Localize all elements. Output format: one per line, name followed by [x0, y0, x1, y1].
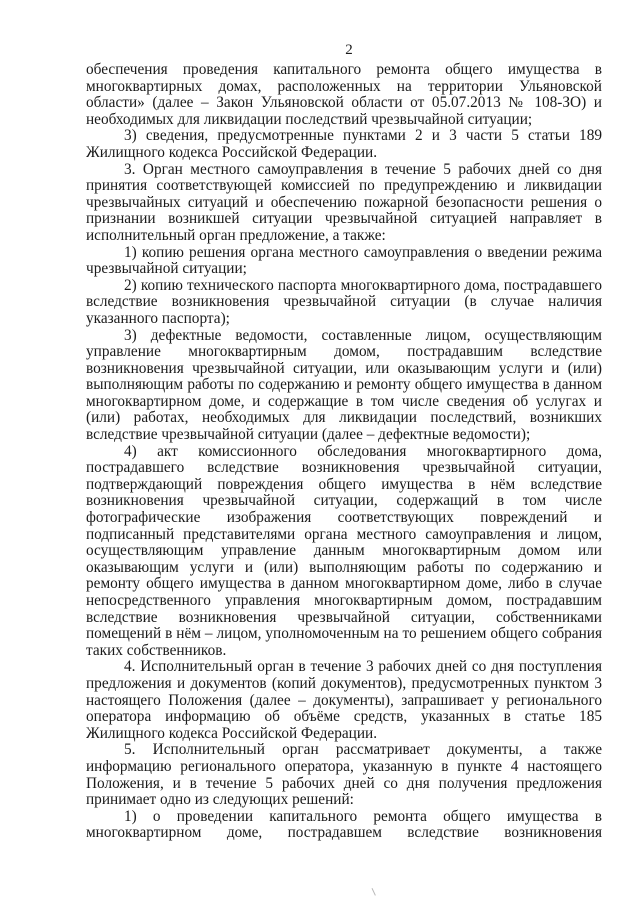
paragraph-item-1-decision-copy: 1) копию решения органа местного самоуправления о введении режима чрезвычайной ситуации;	[86, 243, 602, 278]
paragraph-section-5: 5. Исполнительный орган рассматривает документы, а также информацию регионального оператора, указанную в пункте 4 настоящего Положения, и в течение 5 рабочих дней со дня получения предложения принимает одно из следующих решений:	[86, 741, 602, 809]
paragraph-item-2-passport-copy: 2) копию технического паспорта многоквартирного дома, пострадавшего вследствие возникновения чрезвычайной ситуации (в случае наличия указанного паспорта);	[86, 276, 602, 327]
page-number: 2	[345, 42, 353, 58]
paragraph-item-3-housing-code: 3) сведения, предусмотренные пунктами 2 и 3 части 5 статьи 189 Жилищного кодекса Российской Федерации.	[86, 127, 602, 161]
paragraph-law-reference-continuation: обеспечения проведения капитального ремонта общего имущества в многоквартирных домах, расположенных на территории Ульяновской области» (далее – Закон Ульяновской области от 05.07.2013 № 108-ЗО) и необходимых для ликвидации последствий чрезвычайной ситуации;	[86, 61, 602, 128]
paragraph-decision-item-1: 1) о проведении капитального ремонта общего имущества в многоквартирном доме, пострадавшем вследствие возникновения	[86, 807, 602, 842]
paragraph-item-3-defect-statements: 3) дефектные ведомости, составленные лицом, осуществляющим управление многоквартирным домом, пострадавшим вследствие возникновения чрезвычайной ситуации, или оказывающим услуги и (или) выполняющим работы по содержанию и ремонту общего имущества в данном многоквартирном доме, и содержащие в том числе сведения об услугах и (или) работах, необходимых для ликвидации последствий, возникших вследствие чрезвычайной ситуации (далее – дефектные ведомости);	[86, 326, 602, 444]
paragraph-section-4: 4. Исполнительный орган в течение 3 рабочих дней со дня поступления предложения и документов (копий документов), предусмотренных пунктом 3 настоящего Положения (далее – документы), запрашивает у регионального оператора информацию об объёме средств, указанных в статье 185 Жилищного кодекса Российской Федерации.	[86, 658, 602, 742]
paragraph-item-4-inspection-act: 4) акт комиссионного обследования многоквартирного дома, пострадавшего вследствие возникновения чрезвычайной ситуации, подтверждающий повреждения общего имущества в нём вследствие возникновения чрезвычайной ситуации, содержащий в том числе фотографические изображения соответствующих повреждений и подписанный представителями органа местного самоуправления и лицом, осуществляющим управление данным многоквартирным домом или оказывающим услуги и (или) выполняющим работы по содержанию и ремонту общего имущества в данном многоквартирном доме, либо в случае непосредственного управления многоквартирным домом, пострадавшим вследствие возникновения чрезвычайной ситуации, собственниками помещений в нём – лицом, уполномоченным на то решением общего собрания таких собственников.	[86, 442, 602, 659]
paragraph-section-3: 3. Орган местного самоуправления в течение 5 рабочих дней со дня принятия соответствующей комиссией по предупреждению и ликвидации чрезвычайных ситуаций и обеспечению пожарной безопасности решения о признании возникшей ситуации чрезвычайной ситуацией направляет в исполнительный орган предложение, а также:	[86, 160, 602, 244]
scan-artifact-mark	[372, 886, 380, 895]
